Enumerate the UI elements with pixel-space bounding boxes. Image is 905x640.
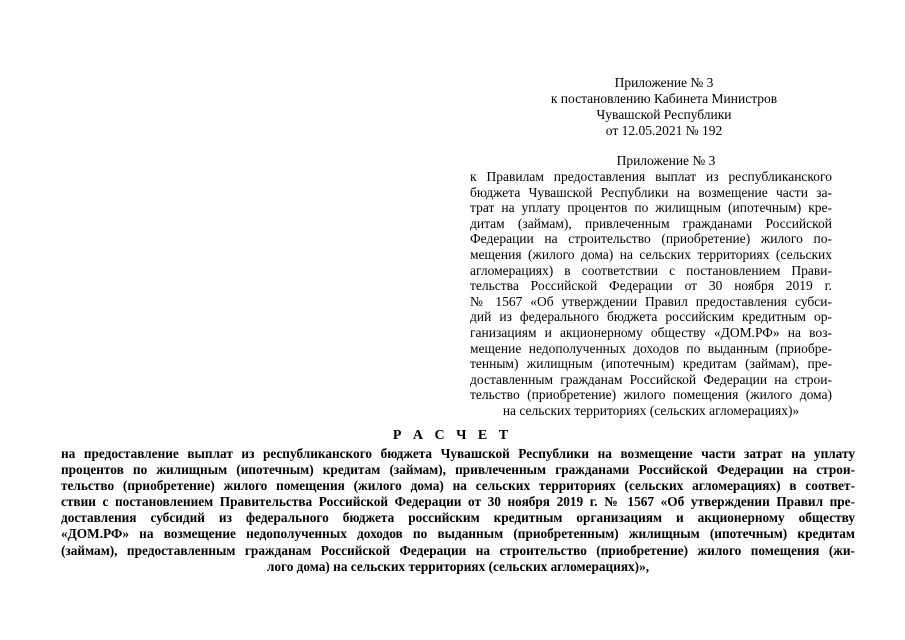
appendix-rules-line: тельства Российской Федерации от 30 ноября 2019 г. — [470, 278, 832, 294]
appendix-rules-line: мещения (жилого дома) на сельских территориях (сельских — [470, 246, 832, 262]
appendix-rules-line: агломерациях) в соответствии с постановлением Прави- — [470, 262, 832, 278]
calculation-text — [61, 446, 855, 575]
calculation-line: ствии с постановлением Правительства Российской Федерации от 30 ноября 2019 г. № 1567 «Об утверждении Правил пре- — [61, 494, 855, 510]
calculation-title: Р А С Ч Е Т — [392, 428, 513, 443]
appendix-rules-title: Приложение № 3 — [616, 153, 716, 168]
appendix-rules-line: к Правилам предоставления выплат из республиканского — [470, 169, 832, 184]
appendix-rules-line: бюджета Чувашской Республики на возмещение части за- — [470, 184, 832, 200]
appendix-rules-line: № 1567 «Об утверждении Правил предоставления субси- — [470, 293, 832, 309]
appendix-rules-line: трат на уплату процентов по жилищным (ипотечным) кре- — [470, 200, 832, 216]
calculation-line: тельство (приобретение) жилого помещения (жилого дома) на сельских территориях (сельских агломерациях) в соответ- — [61, 478, 855, 494]
appendix-rules-line: дитам (займам), привлеченным гражданами Российской — [470, 215, 832, 231]
appendix-rules-line: дий из федерального бюджета российским кредитным ор- — [470, 309, 832, 325]
appendix-rules-line: на сельских территориях (сельских агломерациях)» — [502, 402, 800, 418]
calculation-line: процентов по жилищным (ипотечным) кредитам (займам), привлеченным гражданами Российской Федерации на строи- — [61, 462, 855, 478]
appendix-header-line: Чувашской Республики — [596, 107, 732, 122]
appendix-rules-line: тельство (приобретение) жилого помещения (жилого дома) — [470, 387, 832, 403]
appendix-rules-line: Федерации на строительство (приобретение) жилого по- — [470, 231, 832, 247]
appendix-rules-line: ганизациям и акционерному обществу «ДОМ.РФ» на воз- — [470, 324, 832, 340]
calculation-line: «ДОМ.РФ» на возмещение недополученных доходов по выданным (приобретенным) жилищным (ипотечным) кредитам — [61, 526, 855, 542]
appendix-header — [548, 75, 780, 139]
calculation-line: доставления субсидий из федерального бюджета российским кредитным организациям и акционерному обществу — [61, 510, 855, 526]
appendix-rules-line: мещение недополученных доходов по выданным (приобре- — [470, 340, 832, 356]
calculation-line: лого дома) на сельских территориях (сельских агломерациях)», — [266, 558, 650, 574]
appendix-header-line: от 12.05.2021 № 192 — [605, 123, 723, 138]
appendix-rules-line: доставленным гражданам Российской Федерации на строи- — [470, 371, 832, 387]
appendix-rules-text — [470, 169, 832, 419]
calculation-line: (займам), предоставленным гражданам Российской Федерации на строительство (приобретение) жилого помещения (жи- — [61, 542, 855, 558]
appendix-header-line: к постановлению Кабинета Министров — [550, 91, 778, 106]
calculation-line: на предоставление выплат из республиканского бюджета Чувашской Республики на возмещение части затрат на уплату — [61, 446, 855, 461]
appendix-header-line: Приложение № 3 — [614, 75, 714, 90]
appendix-rules-line: тенным) жилищным (ипотечным) кредитам (займам), пре- — [470, 356, 832, 372]
